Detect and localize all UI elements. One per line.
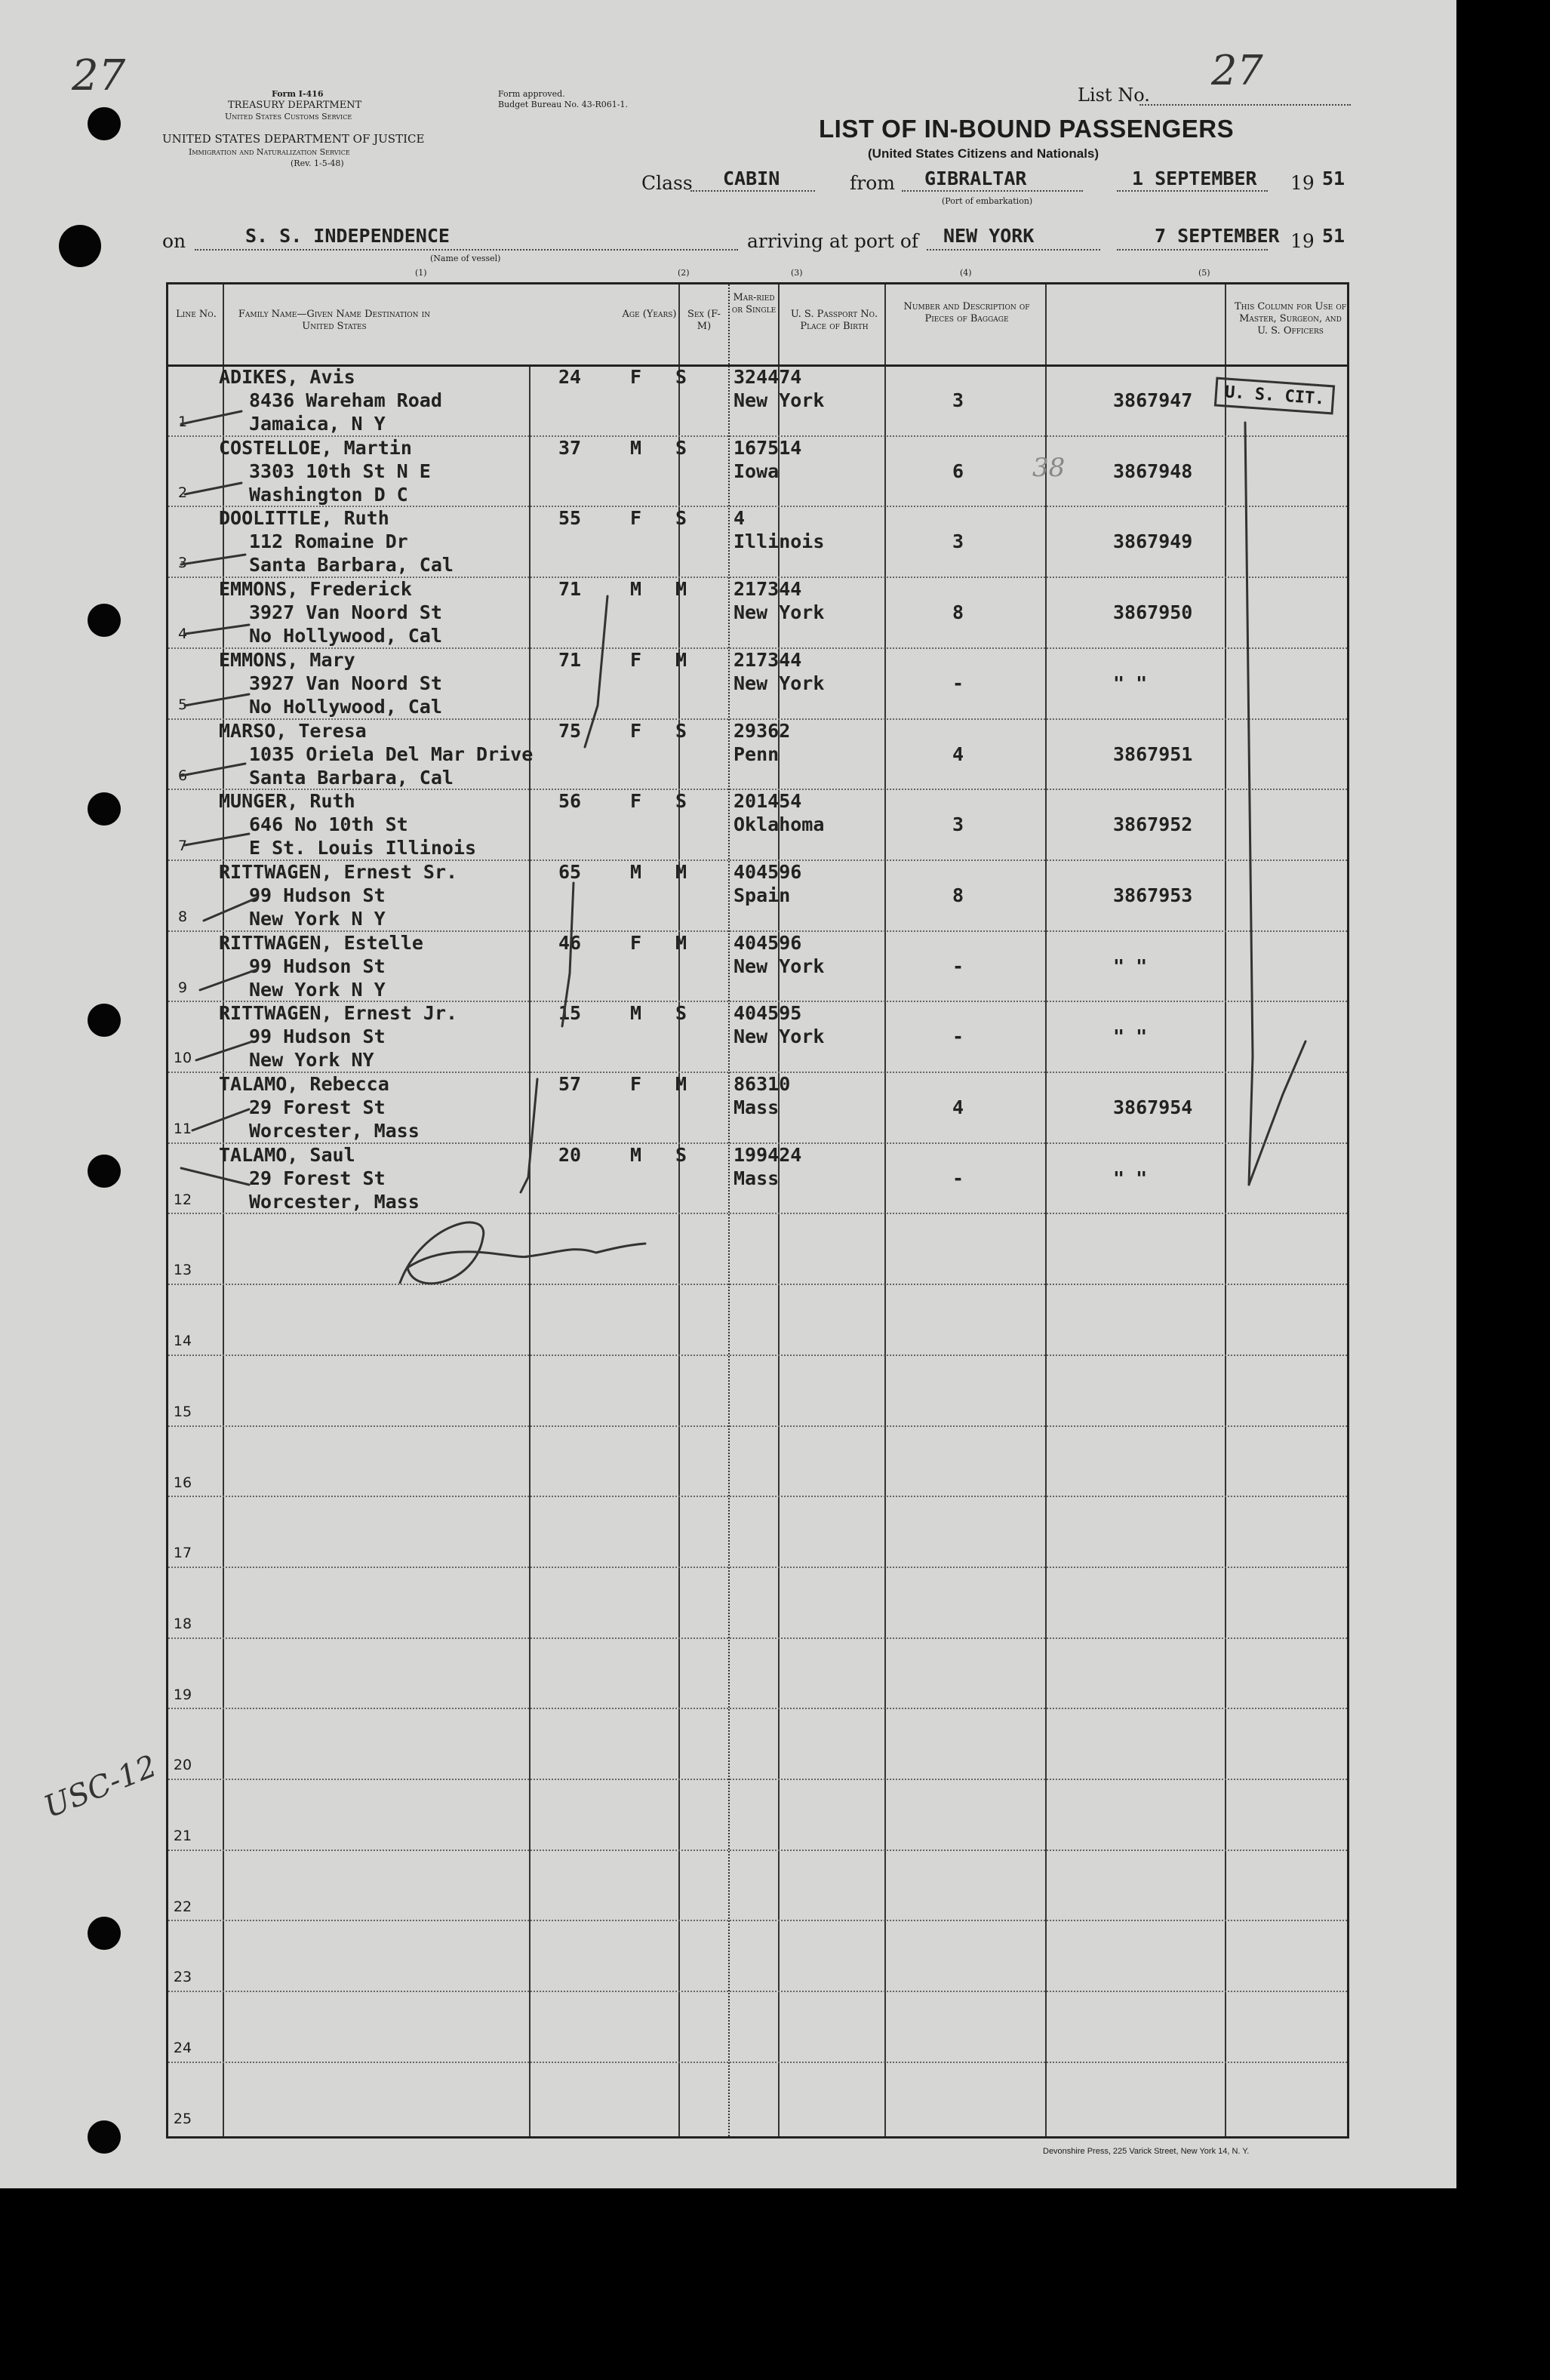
dept-justice: UNITED STATES DEPARTMENT OF JUSTICE: [162, 132, 425, 146]
passenger-name: MARSO, Teresa: [219, 719, 367, 742]
passenger-passport: 404596: [733, 860, 802, 883]
passenger-bags: 3: [952, 389, 964, 411]
passenger-bags: -: [952, 672, 964, 694]
passenger-sex: F: [630, 366, 642, 388]
passenger-ms: M: [675, 1073, 687, 1095]
passenger-sex: F: [630, 719, 642, 742]
port-of-embarkation: GIBRALTAR: [924, 168, 1027, 189]
passenger-age: 15: [558, 1002, 582, 1025]
col-num-2: (2): [678, 268, 690, 278]
passenger-officer: 3867950: [1113, 601, 1193, 624]
passenger-passport: 217344: [733, 578, 802, 601]
header-passport: U. S. Passport No. Place of Birth: [790, 309, 878, 332]
line-number: 4: [177, 626, 188, 643]
form-approved: Form approved.: [498, 89, 565, 99]
line-number: 1: [177, 414, 188, 430]
line-number: 16: [173, 1474, 192, 1491]
col-num-3: (3): [791, 268, 803, 278]
passenger-passport: 86310: [733, 1073, 791, 1095]
passenger-name: TALAMO, Saul: [219, 1143, 355, 1166]
header-age-label: Age (Years): [622, 309, 677, 320]
passenger-addr2: Santa Barbara, Cal: [249, 554, 454, 577]
passenger-age: 56: [558, 790, 582, 813]
passenger-addr1: 1035 Oriela Del Mar Drive: [249, 743, 534, 765]
on-label: on: [162, 230, 186, 252]
row-check-mark: [185, 694, 249, 706]
passenger-passport: 29362: [733, 719, 791, 742]
arrival-date: 7 SEPTEMBER: [1155, 225, 1280, 247]
line-number: 8: [177, 908, 188, 925]
passenger-officer: " ": [1113, 955, 1148, 977]
col-num-1: (1): [415, 268, 427, 278]
year-prefix: 19: [1290, 172, 1315, 194]
passenger-birth: New York: [733, 955, 825, 977]
bracket-mark: [562, 883, 574, 1026]
passenger-name: DOOLITTLE, Ruth: [219, 507, 389, 530]
depart-year: 51: [1322, 168, 1345, 189]
passenger-ms: S: [675, 1143, 687, 1166]
passenger-bags: -: [952, 955, 964, 977]
passenger-birth: New York: [733, 672, 825, 694]
line-number: 23: [173, 1969, 192, 1986]
line-number: 25: [173, 2110, 192, 2127]
depart-date: 1 SEPTEMBER: [1132, 168, 1257, 189]
line-number: 15: [173, 1403, 192, 1420]
side-note: USC-12: [39, 1748, 162, 1825]
form-number: Form I-416: [272, 89, 324, 99]
line-number: 11: [173, 1121, 192, 1137]
passenger-officer: 3867949: [1113, 530, 1193, 553]
passenger-birth: New York: [733, 601, 825, 624]
passenger-birth: Iowa: [733, 460, 780, 482]
passenger-age: 71: [558, 648, 582, 671]
passenger-age: 57: [558, 1073, 582, 1095]
passenger-sex: M: [630, 860, 642, 883]
passenger-age: 75: [558, 719, 582, 742]
passenger-age: 65: [558, 860, 582, 883]
passenger-officer: 3867948: [1113, 460, 1193, 482]
port-caption: (Port of embarkation): [942, 196, 1033, 206]
pencil-note: 38: [1032, 453, 1066, 483]
line-number: 9: [177, 979, 188, 996]
passenger-birth: Mass: [733, 1096, 780, 1118]
year-prefix: 19: [1290, 230, 1315, 252]
passenger-name: EMMONS, Frederick: [219, 578, 412, 601]
passenger-birth: New York: [733, 389, 825, 411]
passenger-age: 55: [558, 507, 582, 530]
passenger-passport: 199424: [733, 1143, 802, 1166]
row-check-mark: [185, 834, 249, 845]
row-check-mark: [192, 1109, 249, 1130]
passenger-officer: 3867953: [1113, 884, 1193, 906]
passenger-sex: F: [630, 931, 642, 954]
passenger-officer: 3867951: [1113, 743, 1193, 765]
header-name: Family Name—Given Name Destination in United States: [238, 309, 431, 332]
passenger-name: RITTWAGEN, Ernest Jr.: [219, 1002, 458, 1025]
vessel-caption: (Name of vessel): [430, 254, 501, 263]
passenger-passport: 167514: [733, 436, 802, 459]
corner-note: 27: [72, 51, 126, 100]
header-baggage: Number and Description of Pieces of Baggage: [903, 301, 1030, 324]
passenger-addr1: 3927 Van Noord St: [249, 601, 442, 624]
passenger-bags: 6: [952, 460, 964, 482]
line-number: 22: [173, 1898, 192, 1915]
passenger-addr2: E St. Louis Illinois: [249, 837, 477, 859]
row-check-mark: [196, 1041, 253, 1060]
passenger-officer: " ": [1113, 1167, 1148, 1189]
passenger-ms: M: [675, 648, 687, 671]
us-citizen-stamp: U. S. CIT.: [1214, 377, 1336, 415]
header-married: Mar-ried or Single: [731, 292, 777, 315]
passenger-birth: Illinois: [733, 530, 825, 553]
row-check-mark: [185, 625, 249, 634]
passenger-name: TALAMO, Rebecca: [219, 1073, 389, 1095]
vessel-name: S. S. INDEPENDENCE: [245, 225, 450, 247]
line-number: 14: [173, 1333, 192, 1350]
passenger-bags: 3: [952, 530, 964, 553]
list-no-label: List No.: [1078, 85, 1150, 106]
dept-justice-sub: Immigration and Naturalization Service: [189, 147, 350, 157]
passenger-addr1: 99 Hudson St: [249, 955, 386, 977]
passenger-ms: S: [675, 790, 687, 813]
arrival-port: NEW YORK: [943, 225, 1035, 247]
passenger-officer: 3867947: [1113, 389, 1193, 411]
passenger-addr2: New York N Y: [249, 907, 386, 930]
line-number: 2: [177, 484, 188, 501]
arrival-year: 51: [1322, 225, 1345, 247]
passenger-bags: 4: [952, 1096, 964, 1118]
list-no-value: 27: [1211, 47, 1263, 94]
passenger-ms: S: [675, 719, 687, 742]
passenger-sex: F: [630, 648, 642, 671]
passenger-birth: Oklahoma: [733, 813, 825, 836]
class-value: CABIN: [723, 168, 780, 189]
passenger-ms: M: [675, 931, 687, 954]
row-check-mark: [204, 898, 257, 921]
line-number: 6: [177, 767, 188, 784]
passenger-name: ADIKES, Avis: [219, 366, 355, 388]
passenger-officer: 3867952: [1113, 813, 1193, 836]
line-number: 3: [177, 555, 188, 572]
dept-treasury-sub: United States Customs Service: [225, 112, 352, 121]
line-number: 20: [173, 1757, 192, 1774]
passenger-sex: F: [630, 790, 642, 813]
line-number: 17: [173, 1545, 192, 1562]
budget-bureau: Budget Bureau No. 43-R061-1.: [498, 100, 629, 109]
passenger-bags: 8: [952, 884, 964, 906]
row-check-mark: [181, 764, 245, 776]
form-revision: (Rev. 1-5-48): [291, 158, 344, 168]
passenger-addr2: New York N Y: [249, 978, 386, 1001]
header-officers: This Column for Use of Master, Surgeon, and U. S. Officers: [1235, 301, 1346, 337]
line-number: 24: [173, 2040, 192, 2057]
passenger-officer: " ": [1113, 1025, 1148, 1048]
passenger-addr1: 3927 Van Noord St: [249, 672, 442, 694]
page-subtitle: (United States Citizens and Nationals): [868, 146, 1099, 161]
passenger-addr1: 646 No 10th St: [249, 813, 408, 836]
bracket-mark: [585, 596, 607, 747]
dept-treasury: TREASURY DEPARTMENT: [228, 100, 362, 111]
passenger-addr1: 112 Romaine Dr: [249, 530, 408, 553]
passenger-age: 71: [558, 578, 582, 601]
passenger-name: EMMONS, Mary: [219, 648, 355, 671]
passenger-addr1: 3303 10th St N E: [249, 460, 431, 482]
passenger-addr1: 29 Forest St: [249, 1096, 386, 1118]
from-label: from: [850, 172, 895, 194]
line-number: 21: [173, 1828, 192, 1844]
col-num-4: (4): [960, 268, 972, 278]
passenger-addr1: 8436 Wareham Road: [249, 389, 442, 411]
passenger-age: 37: [558, 436, 582, 459]
passenger-bags: -: [952, 1167, 964, 1189]
passenger-sex: M: [630, 436, 642, 459]
passenger-age: 46: [558, 931, 582, 954]
row-check-mark: [181, 1168, 249, 1185]
passenger-addr2: No Hollywood, Cal: [249, 695, 442, 718]
passenger-officer: " ": [1113, 672, 1148, 694]
passenger-bags: 3: [952, 813, 964, 836]
passenger-sex: F: [630, 507, 642, 530]
printer-imprint: Devonshire Press, 225 Varick Street, New York 14, N. Y.: [1043, 2147, 1250, 2156]
passenger-bags: 4: [952, 743, 964, 765]
passenger-addr1: 99 Hudson St: [249, 1025, 386, 1048]
passenger-age: 24: [558, 366, 582, 388]
passenger-name: RITTWAGEN, Estelle: [219, 931, 423, 954]
passenger-bags: -: [952, 1025, 964, 1048]
passenger-ms: S: [675, 1002, 687, 1025]
header-sex: Sex (F-M): [687, 309, 721, 332]
row-check-mark: [200, 970, 257, 990]
line-number: 5: [177, 696, 188, 713]
passenger-ms: M: [675, 578, 687, 601]
passenger-bags: 8: [952, 601, 964, 624]
passenger-passport: 201454: [733, 790, 802, 813]
passenger-addr2: No Hollywood, Cal: [249, 625, 442, 647]
passenger-ms: M: [675, 860, 687, 883]
passenger-name: COSTELLOE, Martin: [219, 436, 412, 459]
passenger-addr2: Washington D C: [249, 483, 408, 506]
passenger-passport: 4: [733, 507, 746, 530]
passenger-addr2: Worcester, Mass: [249, 1120, 420, 1142]
inspector-signature: [400, 1222, 645, 1284]
passenger-ms: S: [675, 507, 687, 530]
passenger-sex: M: [630, 578, 642, 601]
passenger-birth: New York: [733, 1025, 825, 1048]
row-check-mark: [185, 483, 241, 494]
passenger-addr1: 29 Forest St: [249, 1167, 386, 1189]
column-check-mark: [1249, 1041, 1306, 1185]
passenger-addr2: Santa Barbara, Cal: [249, 766, 454, 789]
passenger-sex: M: [630, 1002, 642, 1025]
arriving-label: arriving at port of: [747, 230, 919, 252]
passenger-addr2: New York NY: [249, 1049, 374, 1072]
passenger-passport: 404596: [733, 931, 802, 954]
page-title: LIST OF IN-BOUND PASSENGERS: [819, 115, 1235, 143]
passenger-addr2: Jamaica, N Y: [249, 413, 386, 435]
passenger-passport: 404595: [733, 1002, 802, 1025]
passenger-ms: S: [675, 366, 687, 388]
line-number: 13: [173, 1262, 192, 1279]
line-number: 12: [173, 1191, 192, 1208]
col-num-5: (5): [1198, 268, 1210, 278]
passenger-birth: Penn: [733, 743, 780, 765]
passenger-birth: Spain: [733, 884, 791, 906]
passenger-ms: S: [675, 436, 687, 459]
line-number: 10: [173, 1050, 192, 1067]
passenger-sex: F: [630, 1073, 642, 1095]
bracket-mark: [521, 1079, 537, 1192]
passenger-passport: 217344: [733, 648, 802, 671]
passenger-sex: M: [630, 1143, 642, 1166]
class-label: Class: [641, 172, 693, 194]
passenger-passport: 324474: [733, 366, 802, 388]
passenger-addr1: 99 Hudson St: [249, 884, 386, 906]
passenger-name: RITTWAGEN, Ernest Sr.: [219, 860, 458, 883]
passenger-birth: Mass: [733, 1167, 780, 1189]
row-check-mark: [181, 411, 241, 424]
passenger-name: MUNGER, Ruth: [219, 790, 355, 813]
column-check-line: [1245, 423, 1253, 1185]
header-line-no: Line No.: [176, 309, 217, 320]
passenger-officer: 3867954: [1113, 1096, 1193, 1118]
line-number: 19: [173, 1686, 192, 1703]
row-check-mark: [181, 555, 245, 564]
line-number: 7: [177, 838, 188, 855]
passenger-age: 20: [558, 1143, 582, 1166]
line-number: 18: [173, 1615, 192, 1632]
passenger-addr2: Worcester, Mass: [249, 1190, 420, 1213]
